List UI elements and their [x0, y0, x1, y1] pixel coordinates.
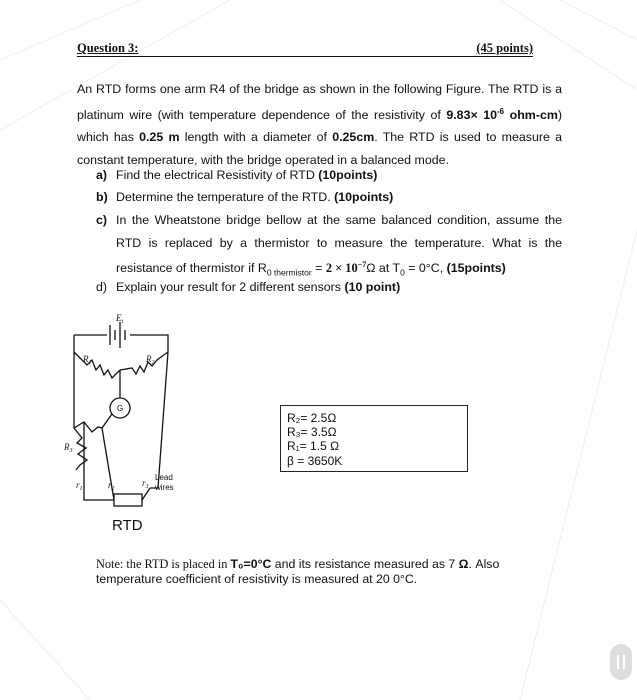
item-b-label: b): [96, 190, 108, 204]
item-d-label: d): [96, 280, 108, 294]
r3-resistor: [74, 428, 87, 470]
item-b-text: Determine the temperature of the RTD.: [116, 190, 335, 204]
thermistor-value: $2 \times 10^{-7}$: [325, 260, 367, 276]
r2-resistor: [120, 352, 168, 374]
bridge-top-wire: [74, 335, 168, 352]
param-r1: R₁= 1.5 Ω: [287, 439, 340, 454]
battery-symbol: [110, 322, 125, 348]
grip-line-icon: [617, 655, 619, 669]
question-number: Question 3:: [77, 41, 139, 55]
question-header: [77, 41, 533, 57]
wheatstone-bridge-diagram: [62, 310, 194, 520]
note-text: [96, 557, 536, 588]
item-d-text: Explain your result for 2 different sensors: [116, 280, 345, 294]
item-c-subscript: 0 thermistor: [266, 267, 312, 278]
resistivity-value: $9.83\times 10^{-6}$ ohm-cm: [446, 106, 558, 122]
item-b-points: (10points): [334, 190, 394, 204]
note-ohm: Ω: [458, 557, 469, 571]
intro-text-2: ) which has: [77, 107, 562, 145]
intro-text-3: length with a diameter of: [179, 130, 333, 145]
param-r2: R₂= 2.5Ω: [287, 411, 337, 425]
r2-lead-label: $r_2$: [108, 480, 115, 492]
e-label: $E_t$: [116, 313, 124, 325]
item-c-label: c): [96, 213, 108, 227]
note-prefix: Note: the RTD is placed in: [96, 557, 231, 571]
diameter-value: 0.25cm: [332, 130, 375, 145]
scroll-handle[interactable]: [610, 644, 632, 680]
rtd-label: RTD: [112, 517, 143, 534]
intro-text-4: . The RTD is used to measure a constant temperature, with the bridge operated in a balanced mode.: [77, 130, 562, 167]
lead-wires-label-1: Lead: [155, 473, 173, 482]
galvanometer-label: G: [117, 404, 124, 413]
galvanometer-lower-wire: [102, 414, 112, 428]
rtd-element: [114, 494, 142, 506]
intro-text-1: An RTD forms one arm R4 of the bridge as shown in the following Figure. The RTD is a platinum wire (with temperature dependence of the resistivity of: [77, 82, 562, 122]
note-mid: and its resistance measured as 7: [271, 557, 459, 571]
rtd-junction: [74, 422, 102, 432]
lead-wires-label-2: wires: [155, 483, 174, 492]
given-values-box: [280, 405, 468, 472]
question-points: (45 points): [476, 41, 533, 55]
param-r3: R₃= 3.5Ω: [287, 425, 337, 440]
r1-label: $R_1$: [83, 354, 92, 366]
item-a-text: Find the electrical Resistivity of RTD: [116, 168, 319, 182]
r3-lead-label: $r_3$: [142, 478, 149, 490]
r3-label: $R_3$: [64, 442, 73, 454]
r1-resistor: [74, 352, 120, 378]
item-c-text: In the Wheatstone bridge bellow at the same balanced condition, assume the RTD is replaced by a thermistor to measure the temperature. What is the resistance of thermistor if R: [116, 213, 562, 276]
note-suffix: . Also temperature coefficient of resistivity is measured at 20 0°C.: [96, 557, 500, 587]
length-value: 0.25 m: [139, 130, 180, 145]
item-c-points: (15points): [446, 261, 506, 276]
bridge-right-wire: [150, 352, 168, 488]
item-d-points: (10 point): [344, 280, 401, 294]
param-beta: β = 3650K: [287, 453, 343, 468]
item-a-label: a): [96, 168, 108, 182]
grip-line-icon: [623, 655, 625, 669]
problem-statement: [77, 78, 562, 172]
note-temp: T₀=0°C: [230, 557, 272, 571]
item-a-points: (10points): [318, 168, 378, 182]
r1-lead-label: $r_1$: [76, 480, 83, 492]
r2-label: $R_2$: [146, 354, 155, 366]
